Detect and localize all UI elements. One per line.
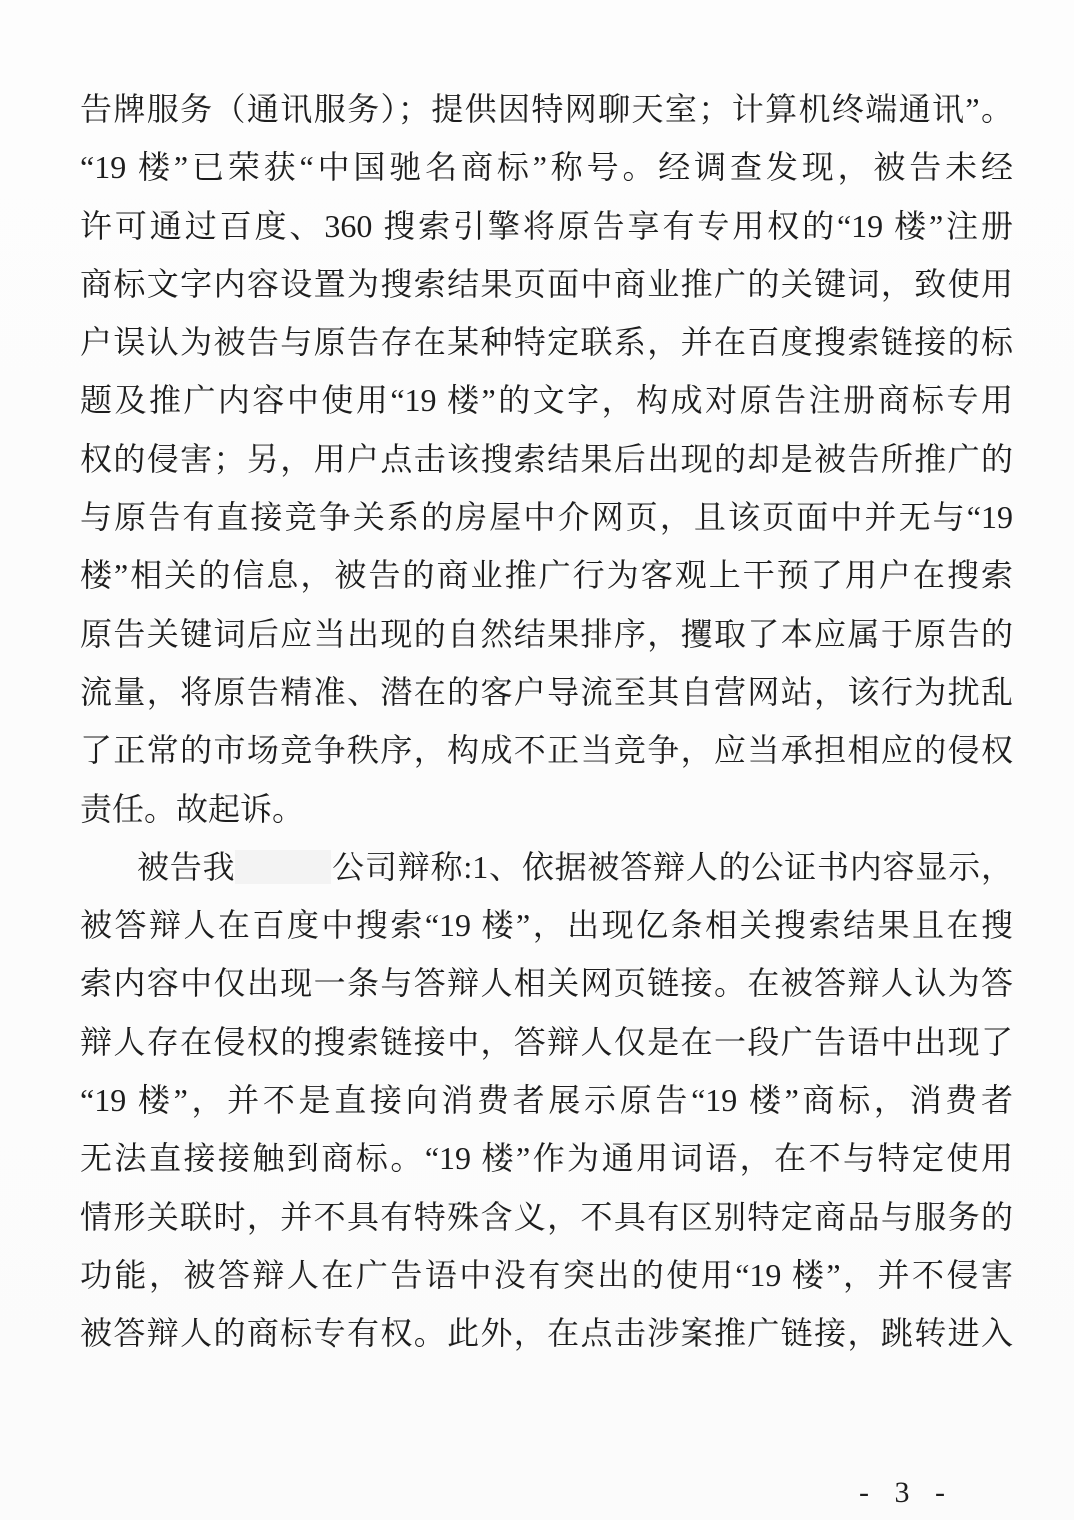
text-line: “19 楼”，并不是直接向消费者展示原告“19 楼”商标，消费者 bbox=[80, 1082, 1013, 1119]
text-line: 辩人存在侵权的搜索链接中，答辩人仅是在一段广告语中出现了 bbox=[80, 1023, 1013, 1060]
text-line: 与原告有直接竞争关系的房屋中介网页，且该页面中并无与“19 bbox=[80, 499, 1013, 536]
text-line-with-redaction bbox=[80, 838, 1013, 896]
text-line: 无法直接接触到商标。“19 楼”作为通用词语，在不与特定使用 bbox=[80, 1140, 1013, 1177]
text-line: 权的侵害；另，用户点击该搜索结果后出现的却是被告所推广的 bbox=[80, 440, 1013, 477]
text-line: 许可通过百度、360 搜索引擎将原告享有专用权的“19 楼”注册 bbox=[80, 207, 1013, 244]
text-line: 题及推广内容中使用“19 楼”的文字，构成对原告注册商标专用 bbox=[80, 382, 1013, 419]
text-line: 户误认为被告与原告存在某种特定联系，并在百度搜索链接的标 bbox=[80, 324, 1013, 361]
text-line: 责任。故起诉。 bbox=[80, 790, 305, 827]
text-line: 楼”相关的信息，被告的商业推广行为客观上干预了用户在搜索 bbox=[80, 557, 1013, 594]
text-line: 了正常的市场竞争秩序，构成不正当竞争，应当承担相应的侵权 bbox=[80, 732, 1013, 769]
defendant-prefix-text: 被告我 bbox=[137, 848, 236, 885]
text-line: “19 楼”已荣获“中国驰名商标”称号。经调查发现，被告未经 bbox=[80, 149, 1013, 186]
redacted-company-name bbox=[235, 850, 331, 884]
text-line: 告牌服务（通讯服务）；提供因特网聊天室；计算机终端通讯”。 bbox=[80, 91, 1013, 127]
defendant-suffix-text: 公司辩称:1、依据被答辩人的公证书内容显示， bbox=[331, 848, 1013, 885]
text-line: 功能，被答辩人在广告语中没有突出的使用“19 楼”，并不侵害 bbox=[80, 1256, 1013, 1293]
text-line: 流量，将原告精准、潜在的客户导流至其自营网站，该行为扰乱 bbox=[80, 673, 1013, 710]
text-line: 被答辩人的商标专有权。此外，在点击涉案推广链接，跳转进入 bbox=[80, 1315, 1013, 1352]
text-line: 索内容中仅出现一条与答辩人相关网页链接。在被答辩人认为答 bbox=[80, 965, 1013, 1002]
text-line: 商标文字内容设置为搜索结果页面中商业推广的关键词，致使用 bbox=[80, 265, 1013, 302]
text-line: 情形关联时，并不具有特殊含义，不具有区别特定商品与服务的 bbox=[80, 1198, 1013, 1235]
page-number: - 3 - bbox=[859, 1476, 954, 1509]
text-line: 被答辩人在百度中搜索“19 楼”，出现亿条相关搜索结果且在搜 bbox=[80, 907, 1013, 944]
document-body bbox=[80, 80, 1013, 1363]
text-line: 原告关键词后应当出现的自然结果排序，攫取了本应属于原告的 bbox=[80, 615, 1013, 652]
